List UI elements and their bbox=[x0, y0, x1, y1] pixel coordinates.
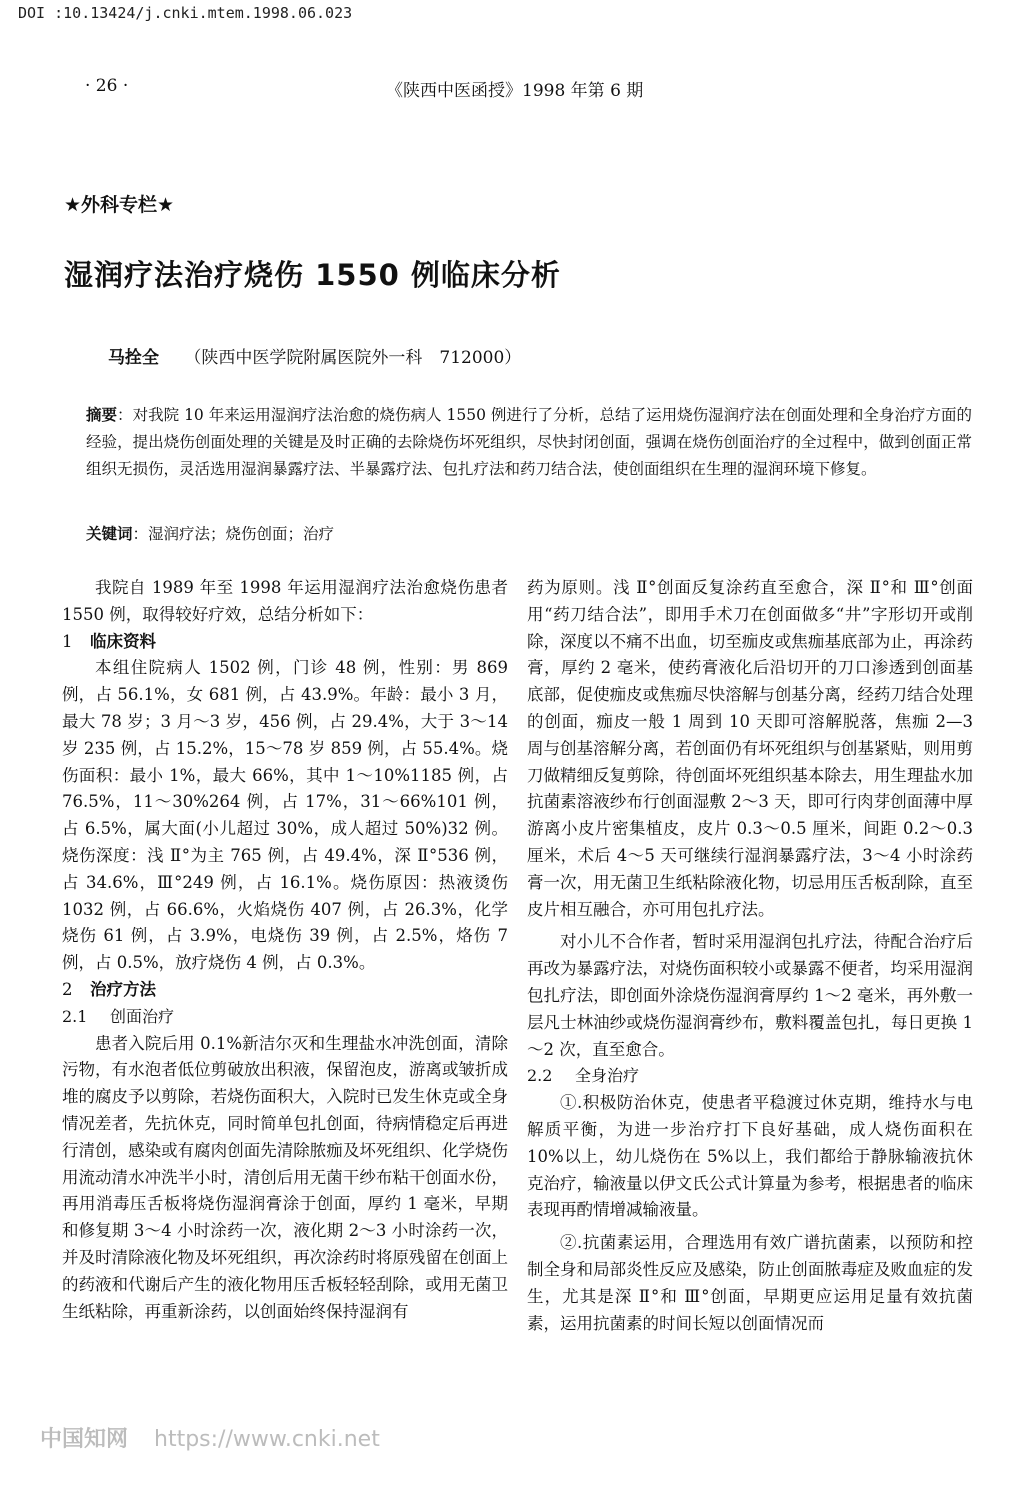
watermark-brand: 中国知网 bbox=[40, 1427, 129, 1452]
subsection-title: 创面治疗 bbox=[110, 1006, 175, 1026]
abstract-label: 摘要 bbox=[86, 406, 118, 424]
section-heading-2 bbox=[62, 977, 508, 1004]
abstract-text: ：对我院 10 年来运用湿润疗法治愈的烧伤病人 1550 例进行了分析，总结了运用烧伤湿润疗法在创面处理和全身治疗方面的经验，提出烧伤创面处理的关键是及时正确的去除烧伤坏死组织，尽快封闭创面，强调在烧伤创面治疗的全过程中，做到创面正常组织无损伤，灵活选用湿润暴露疗法、半暴露疗法、包扎疗法和药刀结合法，使创面组织在生理的湿润环境下修复。 bbox=[86, 406, 972, 478]
subsection-heading-2-2 bbox=[527, 1063, 973, 1090]
author-line bbox=[108, 343, 521, 368]
keywords-label: 关键词 bbox=[86, 525, 133, 543]
page-number: · 26 · bbox=[85, 76, 129, 96]
section-heading-1 bbox=[62, 629, 508, 656]
section-number: 2 bbox=[62, 979, 73, 999]
antibiotic-paragraph: ②.抗菌素运用，合理选用有效广谱抗菌素，以预防和控制全身和局部炎性反应及感染，防止创面脓毒症及败血症的发生，尤其是深 Ⅱ°和 Ⅲ°创面，早期更应运用足量有效抗菌素，运用抗菌素的时间长短以创面情况而 bbox=[527, 1233, 973, 1333]
section-number: 1 bbox=[62, 631, 73, 651]
subsection-number: 2.2 bbox=[527, 1066, 553, 1086]
wound-treatment-paragraph: 患者入院后用 0.1%新洁尔灭和生理盐水冲洗创面，清除污物，有水泡者低位剪破放出积液，保留泡皮，游离或皱折成堆的腐皮予以剪除，若烧伤面积大，入院时已发生休克或全身情况差者，先抗休克，同时简单包扎创面，待病情稳定后再进行清创，感染或有腐肉创面先清除脓痂及坏死组织、化学烧伤用流动清水冲洗半小时，清创后用无菌干纱布粘干创面水份，再用消毒压舌板将烧伤湿润膏涂于创面，厚约 1 毫米，早期和修复期 3～4 小时涂药一次，液化期 2～3 小时涂药一次，并及时清除液化物及坏死组织，再次涂药时将原残留在创面上的药液和代谢后产生的液化物用压舌板轻轻刮除，或用无菌卫生纸粘除，再重新涂药，以创面始终保持湿润有 bbox=[62, 1033, 508, 1321]
subsection-title: 全身治疗 bbox=[575, 1066, 640, 1086]
cnki-watermark bbox=[40, 1422, 380, 1453]
author-affiliation: （陕西中医学院附属医院外一科 712000） bbox=[184, 348, 522, 368]
subsection-heading-2-1 bbox=[62, 1004, 508, 1031]
running-header bbox=[0, 76, 1032, 100]
section-title: 治疗方法 bbox=[90, 979, 156, 999]
shock-paragraph: ①.积极防治休克，使患者平稳渡过休克期，维持水与电解质平衡，为进一步治疗打下良好基础，成人烧伤面积在 10%以上，幼儿烧伤在 5%以上，我们都给于静脉输液抗休克治疗，输液量以伊文氏公式计算量为参考，根据患者的临床表现再酌情增减输液量。 bbox=[527, 1093, 973, 1220]
section-title: 临床资料 bbox=[90, 631, 156, 651]
left-column bbox=[62, 575, 508, 1325]
subsection-number: 2.1 bbox=[62, 1006, 88, 1026]
right-column bbox=[527, 575, 973, 1337]
article-title: 湿润疗法治疗烧伤 1550 例临床分析 bbox=[64, 258, 561, 292]
intro-paragraph: 我院自 1989 年至 1998 年运用湿润疗法治愈烧伤患者 1550 例，取得较好疗效，总结分析如下： bbox=[62, 578, 508, 624]
abstract bbox=[86, 402, 972, 483]
keywords bbox=[86, 521, 972, 548]
watermark-url: https://www.cnki.net bbox=[154, 1427, 380, 1452]
clinical-data-paragraph: 本组住院病人 1502 例，门诊 48 例，性别：男 869 例，占 56.1%，女 681 例，占 43.9%。年龄：最小 3 月，最大 78 岁；3 月～3 岁，456 例，占 29.4%，大于 3～14 岁 235 例，占 15.2%，15～78 岁 859 例，占 55.4%。烧伤面积：最小 1%，最大 66%，其中 1～10%1185 例，占 76.5%，11～30%264 例，占 17%，31～66%101 例，占 6.5%，属大面(小儿超过 30%，成人超过 50%)32 例。烧伤深度：浅 Ⅱ°为主 765 例，占 49.4%，深 Ⅱ°536 例，占 34.6%，Ⅲ°249 例，占 16.1%。烧伤原因：热液烫伤 1032 例，占 66.6%，火焰烧伤 407 例，占 26.3%，化学烧伤 61 例，占 3.9%，电烧伤 39 例，占 2.5%，烙伤 7 例，占 0.5%，放疗烧伤 4 例，占 0.3%。 bbox=[62, 658, 508, 973]
doi-line: DOI :10.13424/j.cnki.mtem.1998.06.023 bbox=[18, 4, 353, 22]
journal-name: 《陕西中医函授》1998 年第 6 期 bbox=[386, 81, 644, 101]
section-tag: ★外科专栏★ bbox=[64, 194, 175, 216]
keywords-text: ：湿润疗法；烧伤创面；治疗 bbox=[132, 525, 335, 543]
pediatric-paragraph: 对小儿不合作者，暂时采用湿润包扎疗法，待配合治疗后再改为暴露疗法，对烧伤面积较小或暴露不便者，均采用湿润包扎疗法，即创面外涂烧伤湿润膏厚约 1～2 毫米，再外敷一层凡士林油纱或烧伤湿润膏纱布，敷料覆盖包扎，每日更换 1～2 次，直至愈合。 bbox=[527, 932, 973, 1059]
continuation-paragraph: 药为原则。浅 Ⅱ°创面反复涂药直至愈合，深 Ⅱ°和 Ⅲ°创面用“药刀结合法”，即用手术刀在创面做多“井”字形切开或削除，深度以不痛不出血，切至痂皮或焦痂基底部为止，再涂药膏，厚约 2 毫米，使药膏液化后沿切开的刀口渗透到创面基底部，促使痂皮或焦痂尽快溶解与创基分离，经药刀结合处理的创面，痂皮一般 1 周到 10 天即可溶解脱落，焦痂 2—3 周与创基溶解分离，若创面仍有坏死组织与创基紧贴，则用剪刀做精细反复剪除，待创面坏死组织基本除去，用生理盐水加抗菌素溶液纱布行创面湿敷 2～3 天，即可行肉芽创面薄中厚游离小皮片密集植皮，皮片 0.3～0.5 厘米，间距 0.2～0.3 厘米，术后 4～5 天可继续行湿润暴露疗法，3～4 小时涂药膏一次，用无菌卫生纸粘除液化物，切忌用压舌板刮除，直至皮片相互融合，亦可用包扎疗法。 bbox=[527, 578, 973, 919]
author-name: 马拴全 bbox=[108, 348, 159, 368]
